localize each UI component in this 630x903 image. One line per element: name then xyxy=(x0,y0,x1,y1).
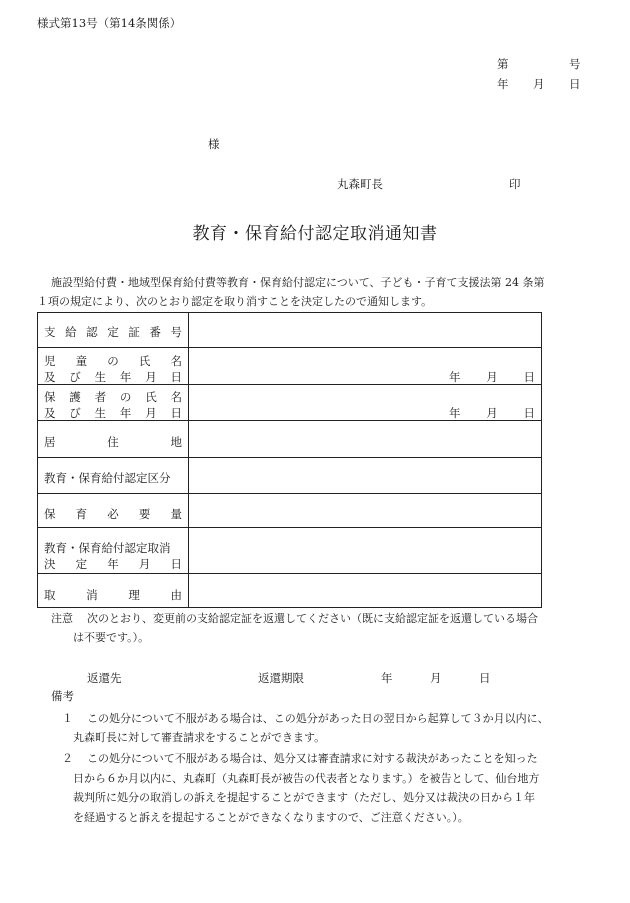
guardian-birthdate-field: 年 月 日 xyxy=(449,406,535,420)
return-day-label: 日 xyxy=(479,671,491,685)
return-year-label: 年 xyxy=(381,671,393,685)
label-child-name: 児 童 の 氏 名 xyxy=(44,354,182,368)
label-certification-category: 教育・保育給付認定区分 xyxy=(44,471,171,485)
notice-prefix: 注意 xyxy=(51,612,73,625)
label-residence: 居 住 地 xyxy=(44,435,182,449)
table-row-residence xyxy=(38,420,541,457)
remark-1-number: １ xyxy=(62,712,73,725)
notice-line-1: 次のとおり、変更前の支給認定証を返還してください（既に支給認定証を返還している場合 xyxy=(87,612,538,625)
table-row-certification-category xyxy=(38,457,541,493)
remarks-heading: 備考 xyxy=(51,689,74,703)
date-year-label: 年 xyxy=(497,77,509,91)
doc-number-dai: 第 xyxy=(497,57,509,71)
label-child-birthdate: 及 び 生 年 月 日 xyxy=(44,370,182,384)
remark-2-line-2: 日から６か月以内に、丸森町（丸森町長が被告の代表者となります。）を被告として、仙台地方 xyxy=(73,772,540,785)
return-deadline-label: 返還期限 xyxy=(258,671,304,685)
return-destination-label: 返還先 xyxy=(87,671,122,685)
label-revocation-title: 教育・保育給付認定取消 xyxy=(44,541,171,555)
remark-2-line-3: 裁判所に処分の取消しの訴えを提起することができます（ただし、処分又は裁決の日から１年 xyxy=(73,791,535,804)
table-row-guardian xyxy=(38,384,541,420)
table-row-revocation-date xyxy=(38,527,541,573)
label-guardian-name: 保 護 者 の 氏 名 xyxy=(44,390,182,404)
remark-1-line-2: 丸森町長に対して審査請求をすることができます。 xyxy=(73,731,326,744)
date-day-label: 日 xyxy=(569,77,581,91)
intro-line-1: 施設型給付費・地域型保育給付費等教育・保育給付認定について、子ども・子育て支援法第 24 条第 xyxy=(51,276,545,289)
date-month-label: 月 xyxy=(533,77,545,91)
issuer-name: 丸森町長 xyxy=(337,177,383,191)
certificate-form-table xyxy=(37,312,542,608)
intro-line-2: １項の規定により、次のとおり認定を取り消すことを決定したので通知します。 xyxy=(37,295,433,308)
label-guardian-birthdate: 及 び 生 年 月 日 xyxy=(44,406,182,420)
remark-2-number: ２ xyxy=(62,752,73,765)
table-row-certificate-number xyxy=(38,313,541,347)
remark-2-line-1: この処分について不服がある場合は、処分又は審査請求に対する裁決があったことを知った xyxy=(87,752,538,765)
label-certificate-number: 支 給 認 定 証 番 号 xyxy=(44,325,182,339)
doc-number-go: 号 xyxy=(569,57,581,71)
remark-2-line-4: を経過すると訴えを提起することができなくなりますので、ご注意ください。）。 xyxy=(73,811,469,824)
child-birthdate-field: 年 月 日 xyxy=(449,370,535,384)
remark-1-line-1: この処分について不服がある場合は、この処分があった日の翌日から起算して３か月以内に、 xyxy=(87,712,549,725)
label-revocation-reason: 取 消 理 由 xyxy=(44,588,182,602)
form-number: 様式第13号（第14条関係） xyxy=(37,16,182,30)
notice-line-2: は不要です。）。 xyxy=(73,631,150,644)
table-row-required-care xyxy=(38,493,541,527)
table-row-revocation-reason xyxy=(38,573,541,608)
page-title: 教育・保育給付認定取消通知書 xyxy=(192,224,438,244)
return-month-label: 月 xyxy=(430,671,442,685)
label-required-care-amount: 保 育 必 要 量 xyxy=(44,507,182,521)
label-revocation-date: 決 定 年 月 日 xyxy=(44,557,182,571)
addressee-suffix: 様 xyxy=(208,137,220,151)
issuer-seal: 印 xyxy=(509,177,521,191)
table-row-child xyxy=(38,347,541,384)
